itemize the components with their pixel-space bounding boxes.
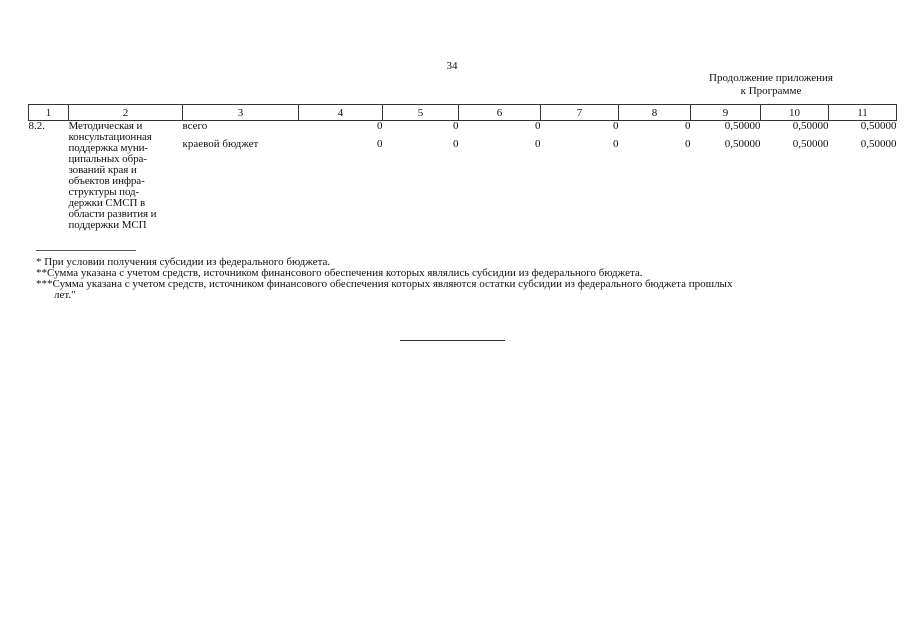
- value: 0,50000: [792, 120, 829, 132]
- column-header: 5: [383, 105, 459, 121]
- row-name-line: зований края и: [68, 164, 137, 176]
- value: 0: [535, 138, 541, 150]
- value: 0,50000: [860, 120, 897, 132]
- row-name-line: области развития и: [68, 208, 157, 220]
- footnote-3-continuation: лет.": [54, 289, 76, 301]
- column-header: 4: [299, 105, 383, 121]
- row-name-line: Методическая и: [68, 120, 143, 132]
- row-name-line: структуры под-: [68, 186, 140, 198]
- value: 0: [613, 138, 619, 150]
- footnote-3: ***Сумма указана с учетом средств, источником финансового обеспечения которых являются остатки субсидии из федерального бюджета прошлых: [36, 278, 733, 290]
- value: 0: [453, 120, 459, 132]
- column-header: 6: [459, 105, 541, 121]
- value: 0,50000: [724, 120, 761, 132]
- appendix-continuation-heading: [660, 72, 882, 98]
- row-name-line: поддержка муни-: [68, 142, 148, 154]
- column-number-row: [29, 105, 897, 121]
- column-header: 7: [541, 105, 619, 121]
- continuation-line-1: Продолжение приложения: [709, 72, 833, 84]
- value: 0,50000: [792, 138, 829, 150]
- column-header: 2: [69, 105, 183, 121]
- source-total: всего: [182, 120, 208, 132]
- value-cell: [761, 121, 829, 232]
- row-number: 8.2.: [28, 120, 45, 132]
- column-header: 3: [183, 105, 299, 121]
- footnote-2: **Сумма указана с учетом средств, источником финансового обеспечения которых являлись субсидии из федерального бюджета.: [36, 267, 643, 279]
- footnote-separator: [36, 250, 136, 251]
- value-cell: [299, 121, 383, 232]
- value: 0: [453, 138, 459, 150]
- value: 0: [613, 120, 619, 132]
- column-header: 8: [619, 105, 691, 121]
- value: 0: [535, 120, 541, 132]
- value-cell: [541, 121, 619, 232]
- value: 0: [377, 120, 383, 132]
- program-table: [28, 104, 897, 231]
- value-cell: [619, 121, 691, 232]
- source-regional-budget: краевой бюджет: [182, 138, 259, 150]
- funding-sources: [183, 121, 299, 232]
- column-header: 1: [29, 105, 69, 121]
- row-name-line: объектов инфра-: [68, 175, 145, 187]
- value-cell: [459, 121, 541, 232]
- value: 0,50000: [860, 138, 897, 150]
- column-header: 9: [691, 105, 761, 121]
- row-name-line: держки СМСП в: [68, 197, 146, 209]
- column-header: 10: [761, 105, 829, 121]
- value: 0,50000: [724, 138, 761, 150]
- page-number: 34: [446, 60, 458, 72]
- table-row: [29, 121, 897, 232]
- value-cell: [829, 121, 897, 232]
- value: 0: [377, 138, 383, 150]
- footnotes: [36, 257, 866, 301]
- footnote-1: * При условии получения субсидии из федерального бюджета.: [36, 256, 331, 268]
- end-separator: [400, 340, 505, 341]
- value-cell: [691, 121, 761, 232]
- row-name-line: ципальных обра-: [68, 153, 147, 165]
- row-name-line: консультационная: [68, 131, 152, 143]
- column-header: 11: [829, 105, 897, 121]
- continuation-line-2: к Программе: [740, 85, 802, 97]
- value: 0: [685, 138, 691, 150]
- value: 0: [685, 120, 691, 132]
- value-cell: [383, 121, 459, 232]
- row-name: [69, 121, 183, 232]
- row-name-line: поддержки МСП: [68, 219, 147, 231]
